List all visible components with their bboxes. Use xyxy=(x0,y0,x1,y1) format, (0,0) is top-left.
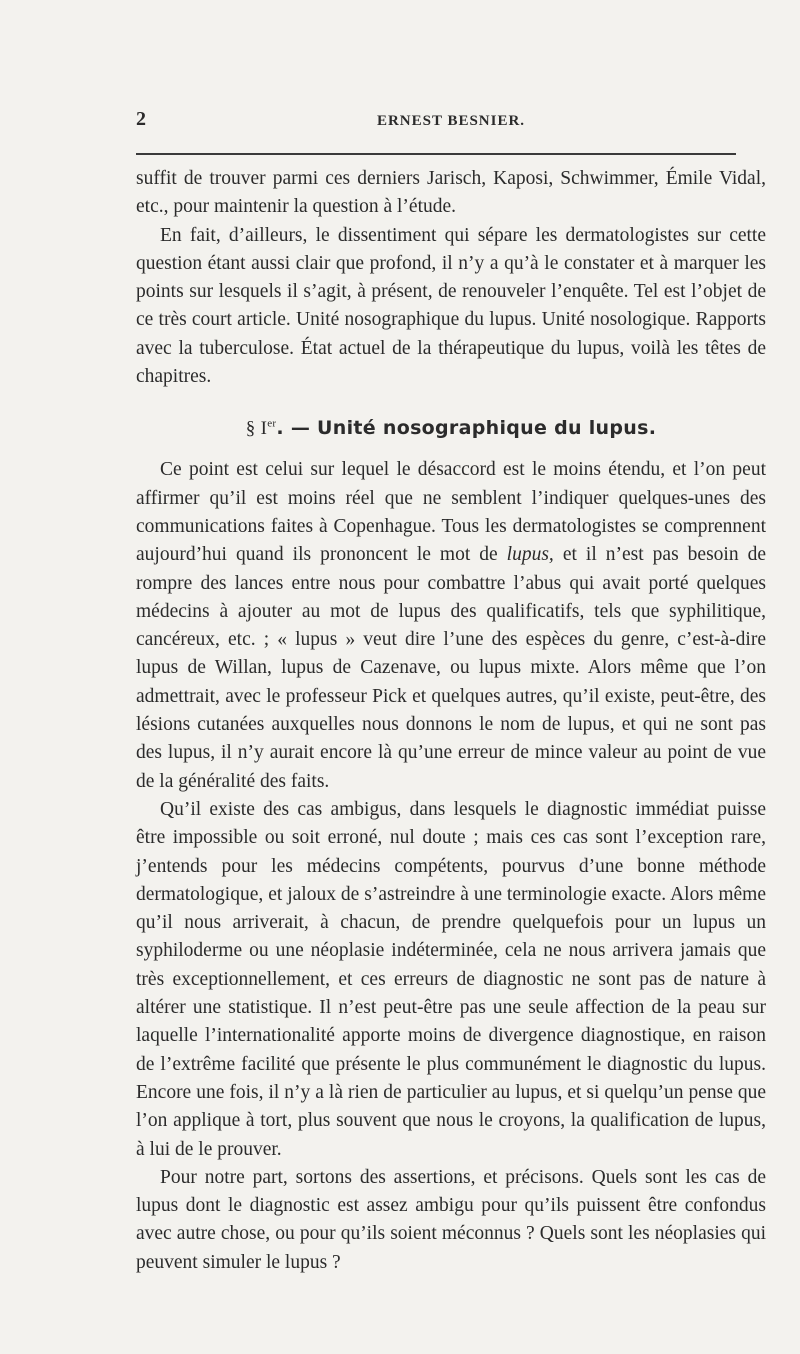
paragraph-1 xyxy=(136,456,766,796)
header-rule xyxy=(136,153,736,155)
page xyxy=(136,108,766,1277)
paragraph-3: Pour notre part, sortons des assertions, et précisons. Quels sont les cas de lupus dont le diagnostic est assez ambigu pour qu’ils puissent être confondus avec autre chose, ou pour qu’ils soient méconnus ? Quels sont les néoplasies qui peuvent simuler le lupus ? xyxy=(136,1166,766,1273)
section-mark: § I xyxy=(245,418,268,440)
paragraph-1-end: et il n’est pas besoin de rompre des lances entre nous pour combattre l’abus qui avait porté quelques médecins à ajouter au mot de lupus des qualificatifs, tels que syphilitique, cancéreux, etc. ; « lupus » veut dire l’une des espèces du genre, c’est-à-dire lupus de Willan, lupus de Cazenave, ou lupus mixte. Alors même que l’on admettrait, avec le professeur Pick et quelques autres, qu’il existe, peut-être, des lésions cutanées auxquelles nous donnons le nom de lupus, et qui ne sont pas des lupus, il n’y aurait encore là qu’une erreur de mince valeur au point de vue de la généralité des faits. xyxy=(136,544,767,792)
paragraph-2: Qu’il existe des cas ambigus, dans lesquels le diagnostic immédiat puisse être impossible ou soit erroné, nul doute ; mais ces cas sont l’exception rare, j’entends pour les médecins compétents, pourvus d’une bonne méthode dermatologique, et jaloux de s’astreindre à une terminologie exacte. Alors même qu’il nous arriverait, à chacun, de prendre quelquefois pour un lupus un syphiloderme ou une néoplasie indéterminée, cela ne nous arrivera jamais que très exceptionnellement, et ces erreurs de diagnostic ne sont pas de nature à altérer une statistique. Il n’est peut-être pas une seule affection de la peau sur laquelle l’internationalité apporte moins de divergence diagnostique, en raison de l’extrême facilité que présente le plus communément le diagnostic du lupus. Encore une fois, il n’y a là rien de particulier au lupus, et si quelqu’un pense que l’on applique à tort, plus souvent que nous le croyons, la qualification de lupus, à lui de le prouver. xyxy=(136,798,766,1160)
page-number: 2 xyxy=(136,108,146,130)
paragraph-1-italic: lupus, xyxy=(506,544,554,566)
section-heading xyxy=(136,417,766,440)
intro-paragraph-2: En fait, d’ailleurs, le dissentiment qui sépare les dermatologistes sur cette question étant aussi clair que profond, il n’y a qu’à le constater et à marquer les points sur lesquels il s’agit, à présent, de renouveler l’enquête. Tel est l’objet de ce très court article. Unité nosographique du lupus. Unité nosologique. Rapports avec la tuberculose. État actuel de la thérapeutique du lupus, voilà les têtes de chapitres. xyxy=(136,224,766,388)
page-header xyxy=(136,108,766,131)
running-head: ERNEST BESNIER. xyxy=(376,113,526,129)
intro-paragraph-1: suffit de trouver parmi ces derniers Jarisch, Kaposi, Schwimmer, Émile Vidal, etc., pour maintenir la question à l’étude. xyxy=(136,168,766,218)
paragraph-1-start: Ce point est celui sur lequel le désaccord est le moins étendu, et l’on peut affirmer qu’il est moins réel que ne semblent l’indiquer quelques-unes des communications faites à Copenhague. Tous les dermatologistes se comprennent aujourd’hui quand ils prononcent le mot de xyxy=(136,459,766,566)
body-text xyxy=(136,165,766,1277)
section-mark-sup: er xyxy=(267,418,277,431)
section-title: . — Unité nosographique du lupus. xyxy=(276,417,657,440)
